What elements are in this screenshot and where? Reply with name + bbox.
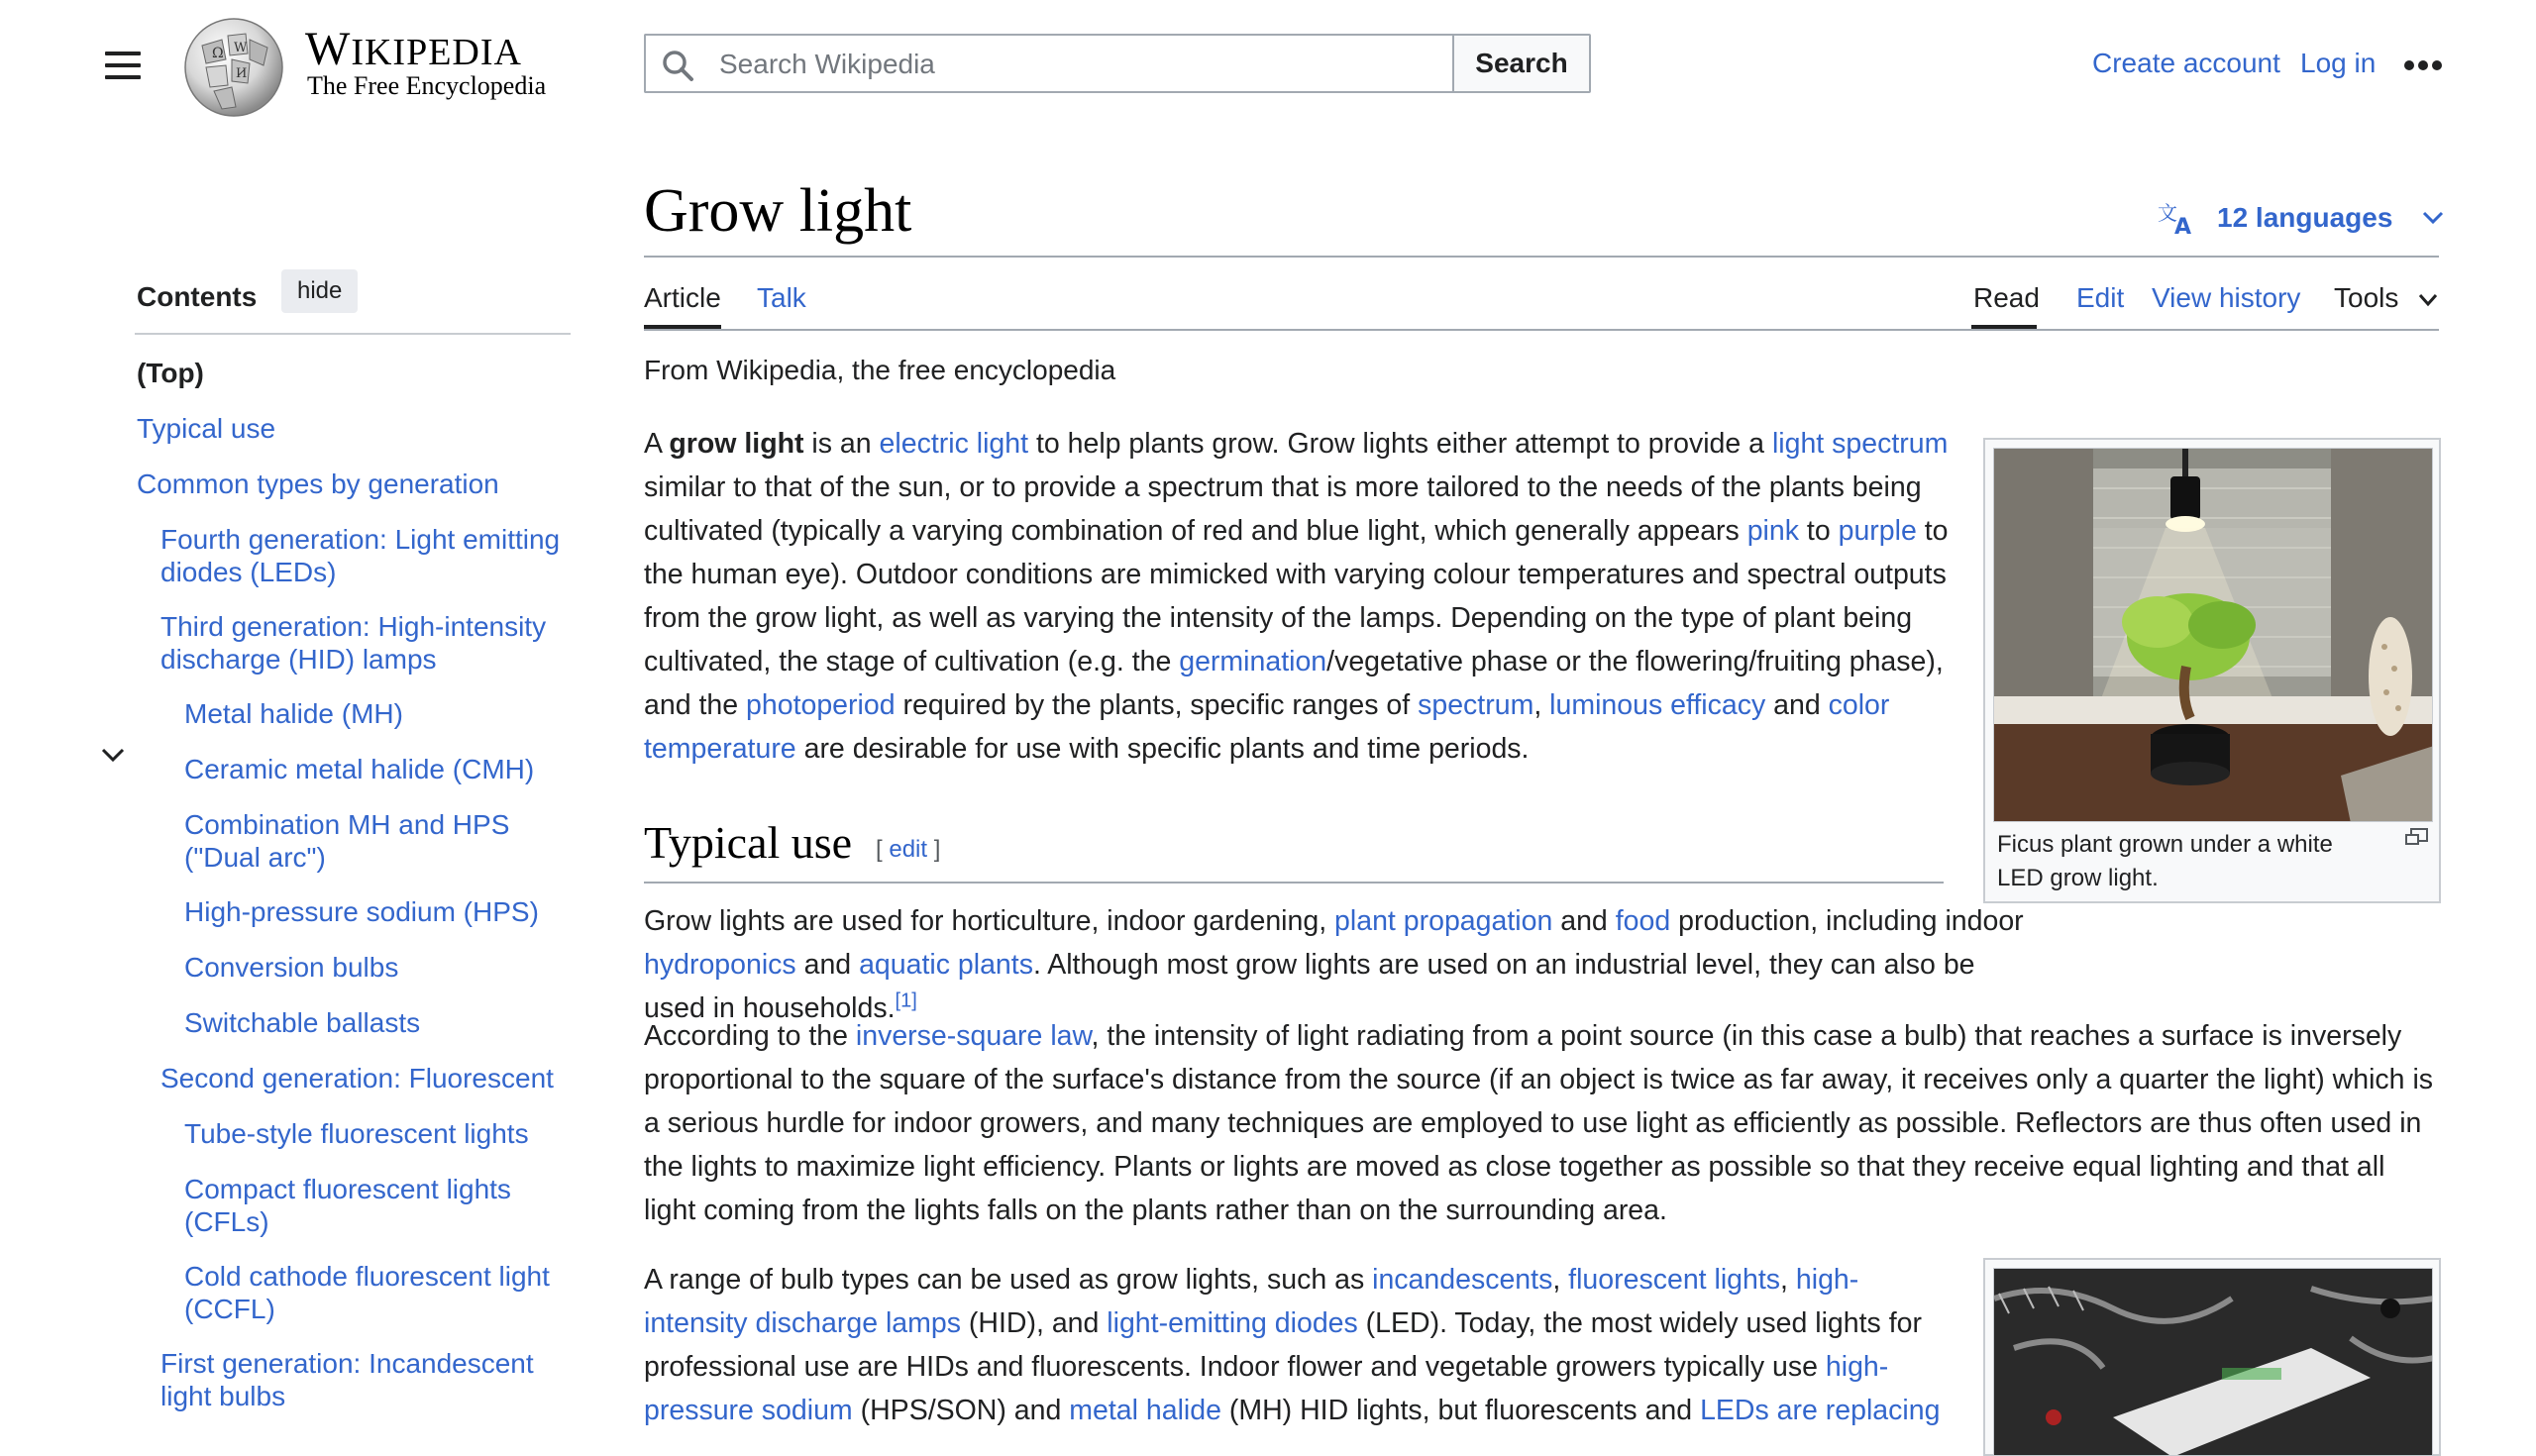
toc-item-second-generation[interactable]: Second generation: Fluorescent — [160, 1063, 554, 1093]
tab-view-history[interactable]: View history — [2152, 282, 2301, 313]
link-aquatic-plants[interactable]: aquatic plants — [859, 949, 1033, 981]
reference-1[interactable]: [1] — [895, 989, 917, 1012]
edit-section-link[interactable]: edit — [889, 836, 928, 863]
toc-item-top[interactable]: (Top) — [137, 358, 204, 388]
tools-menu[interactable]: Tools — [2334, 282, 2399, 313]
figure-grow-tent — [1983, 1258, 2441, 1456]
bulb-types-paragraph: A range of bulb types can be used as grow lights, such as incandescents, fluorescent lights, high-intensity discharge lamps (HID), and light-emitting diodes (LED). Today, the most widely used lights for professional use are HIDs and fluorescents. Indoor flower and vegetable growers typically use high-pressure sodium (HPS/SON) and metal halide (MH) HID lights, but fluorescents and LEDs are replacing — [644, 1264, 1941, 1426]
logo-tagline: The Free Encyclopedia — [307, 71, 547, 100]
section-divider — [644, 882, 1944, 884]
toc-item-ceramic-metal-halide[interactable]: Ceramic metal halide (CMH) — [184, 754, 535, 784]
toc-item-tube-fluorescent[interactable]: Tube-style fluorescent lights — [184, 1118, 529, 1149]
toc-item-switchable-ballasts[interactable]: Switchable ballasts — [184, 1007, 421, 1038]
tab-talk[interactable]: Talk — [757, 282, 806, 313]
toc-item-hps[interactable]: High-pressure sodium (HPS) — [184, 896, 539, 927]
language-count-label: 12 languages — [2217, 202, 2393, 233]
link-pink[interactable]: pink — [1746, 515, 1799, 547]
toc-item-first-generation[interactable]: First generation: Incandescent light bulbs — [160, 1348, 534, 1411]
site-sub-tagline: From Wikipedia, the free encyclopedia — [644, 355, 1116, 385]
table-of-contents — [135, 269, 571, 1411]
tabs-divider — [644, 329, 2439, 331]
figure-ficus-caption: Ficus plant grown under a white LED grow light. — [1997, 831, 2333, 891]
title-divider — [644, 256, 2439, 258]
link-germination[interactable]: germination — [1179, 646, 1327, 677]
link-electric-light[interactable]: electric light — [879, 428, 1029, 460]
create-account-link[interactable]: Create account — [2092, 48, 2280, 78]
toc-item-common-types[interactable]: Common types by generation — [137, 468, 499, 499]
link-metal-halide[interactable]: metal halide — [1069, 1395, 1221, 1426]
link-light-spectrum[interactable]: light spectrum — [1771, 428, 1949, 460]
toc-item-fourth-generation[interactable]: Fourth generation: Light emitting diodes (LEDs) — [160, 524, 561, 587]
inverse-square-paragraph: According to the inverse-square law, the intensity of light radiating from a point source (in this case a bulb) that reaches a surface is inversely proportional to the square of the surface's distance from the source (if an object is twice as far away, it receives only a quarter the light) which is a serious hurdle for indoor growers, and many techniques are employed to use light as efficiently as possible. Reflectors are thus often used in the lights to maximize light efficiency. Plants or lights are moved as close together as possible so that they receive equal lighting and that all light coming from the lights falls on the plants rather than on the surrounding area. — [644, 1020, 2434, 1226]
toc-hide-button[interactable]: hide — [281, 269, 358, 313]
svg-text:A: A — [2174, 215, 2192, 236]
chevron-down-icon — [2421, 208, 2445, 228]
wikipedia-logo[interactable] — [182, 16, 559, 117]
link-purple[interactable]: purple — [1838, 515, 1917, 547]
toc-item-cfl[interactable]: Compact fluorescent lights (CFLs) — [184, 1174, 511, 1237]
link-fluorescent-lights[interactable]: fluorescent lights — [1568, 1264, 1781, 1296]
svg-text:И: И — [236, 66, 248, 81]
toc-item-dual-arc[interactable]: Combination MH and HPS ("Dual arc") — [184, 809, 510, 873]
chevron-down-icon[interactable] — [2417, 291, 2439, 309]
intro-paragraph: A grow light is an electric light to help plants grow. Grow lights either attempt to provide a light spectrum similar to that of the sun, or to provide a spectrum that is more tailored to the needs of the plants being cultivated (typically a varying combination of red and blue light, which generally appears pink to purple to the human eye). Outdoor conditions are mimicked with varying colour temperatures and spectral outputs from the grow light, as well as varying the intensity of the lamps. Depending on the type of plant being cultivated, the stage of cultivation (e.g. the germination/vegetative phase or the flowering/fruiting phase), and the photoperiod required by the plants, specific ranges of spectrum, luminous efficacy and color temperature are desirable for use with specific plants and time periods. — [644, 428, 1949, 765]
toc-item-conversion-bulbs[interactable]: Conversion bulbs — [184, 952, 399, 983]
link-spectrum[interactable]: spectrum — [1418, 689, 1534, 721]
link-incandescents[interactable]: incandescents — [1372, 1264, 1553, 1296]
toc-item-third-generation[interactable]: Third generation: High-intensity discharge (HID) lamps — [160, 611, 547, 675]
grow-tent-image[interactable] — [1993, 1268, 2433, 1456]
tab-edit[interactable]: Edit — [2076, 282, 2125, 313]
figure-ficus — [1983, 438, 2441, 903]
typical-use-paragraph: Grow lights are used for horticulture, indoor gardening, plant propagation and food production, including indoor hydroponics and aquatic plants. Although most grow lights are used on an industrial level, they can also be used in households.[1] — [644, 905, 2024, 1024]
enlarge-icon[interactable] — [2405, 828, 2429, 846]
search-box — [644, 34, 1456, 93]
toc-item-ccfl[interactable]: Cold cathode fluorescent light (CCFL) — [184, 1261, 550, 1324]
link-inverse-square-law[interactable]: inverse-square law — [855, 1020, 1092, 1052]
search-button[interactable]: Search — [1452, 34, 1591, 93]
link-luminous-efficacy[interactable]: luminous efficacy — [1549, 689, 1766, 721]
link-light-emitting-diodes[interactable]: light-emitting diodes — [1107, 1307, 1358, 1339]
link-high-pressure-sodium[interactable]: high-pressure sodium — [644, 1351, 1889, 1426]
svg-text:W: W — [234, 41, 248, 55]
svg-text:文: 文 — [2158, 201, 2177, 225]
ficus-grow-light-image[interactable] — [1993, 448, 2433, 822]
link-photoperiod[interactable]: photoperiod — [746, 689, 896, 721]
chevron-down-icon[interactable] — [99, 741, 127, 769]
link-plant-propagation[interactable]: plant propagation — [1334, 905, 1553, 937]
link-hydroponics[interactable]: hydroponics — [644, 949, 796, 981]
log-in-link[interactable]: Log in — [2300, 48, 2377, 78]
section-edit: [ edit ] — [876, 836, 941, 863]
toc-item-typical-use[interactable]: Typical use — [137, 413, 276, 444]
tab-read[interactable]: Read — [1973, 282, 2040, 313]
toc-header — [135, 269, 571, 335]
translate-icon — [2158, 200, 2197, 236]
site-header — [0, 0, 2536, 139]
toc-title: Contents — [137, 281, 258, 312]
link-color-temperature[interactable]: color temperature — [644, 689, 1890, 765]
tab-article[interactable]: Article — [644, 282, 721, 313]
more-options-icon[interactable] — [2401, 52, 2445, 79]
page-title: Grow light — [644, 177, 912, 245]
svg-text:Ω: Ω — [212, 46, 224, 61]
search-input[interactable] — [717, 42, 1434, 87]
toc-item-metal-halide[interactable]: Metal halide (MH) — [184, 698, 403, 729]
search-icon — [660, 48, 695, 83]
wikipedia-globe-logo — [182, 16, 285, 119]
link-hid-lamps[interactable]: high-intensity discharge lamps — [644, 1264, 1859, 1339]
section-heading-typical-use: Typical use — [644, 817, 853, 868]
logo-wordmark: WIKIPEDIA — [305, 23, 522, 75]
link-food[interactable]: food — [1615, 905, 1671, 937]
main-menu-icon[interactable] — [103, 46, 143, 85]
link-leds-replacing[interactable]: LEDs are replacing — [1700, 1395, 1941, 1426]
